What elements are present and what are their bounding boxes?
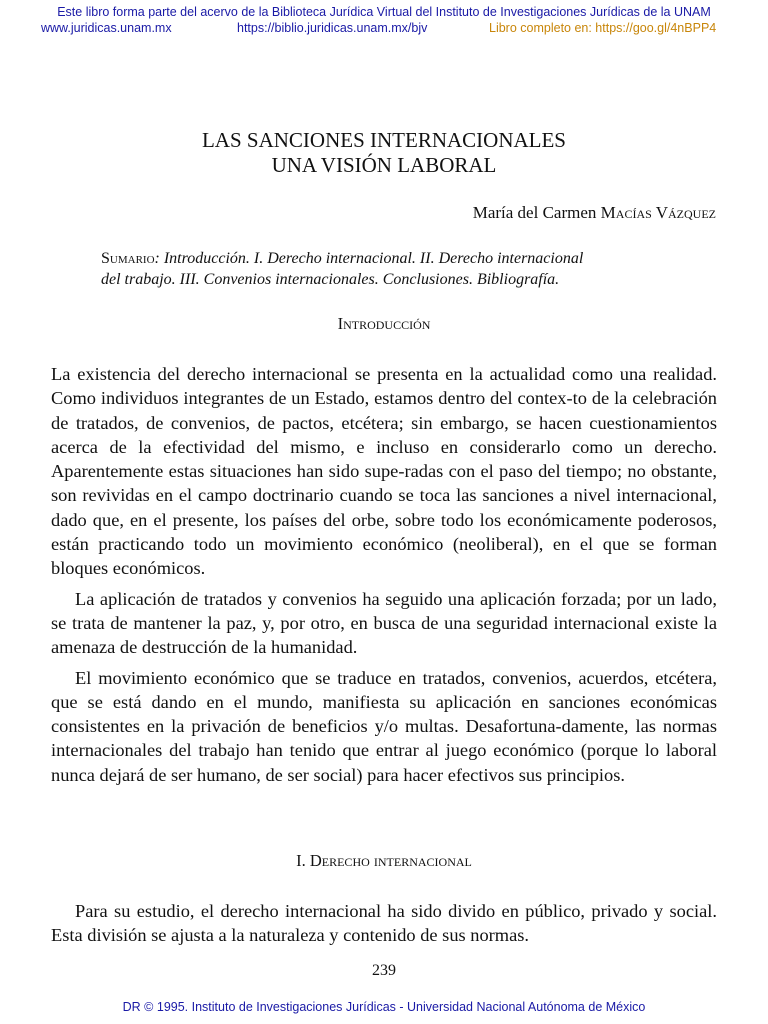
header-notice: Este libro forma parte del acervo de la Biblioteca Jurídica Virtual del Instituto de Investigaciones Jurídicas de la UNAM xyxy=(57,5,711,19)
site-link[interactable]: www.juridicas.unam.mx xyxy=(41,21,172,35)
page-number: 239 xyxy=(372,962,396,979)
author-given-name: María del Carmen xyxy=(472,203,597,222)
body-block-2 xyxy=(51,899,717,948)
body-block-1 xyxy=(51,362,717,787)
paragraph-1: La existencia del derecho internacional se presenta en la actualidad como una realidad. Como individuos integrantes de un Estado, estamos dentro del contex-to de la celebración de tratados, de convenios, de pactos, etcétera; sin embargo, se hacen cuestionamientos acerca de la efectividad del mismo, e incluso en considerarlo como un derecho. Aparentemente estas situaciones han sido supe-radas con el paso del tiempo; no obstante, son revividas en el campo doctrinario cuando se toca las sanciones a nivel internacional, dado que, en el presente, los países del orbe, sobre todo los económicamente poderosos, están practicando todo un movimiento económico (neoliberal), en el que se forman bloques económicos. xyxy=(51,364,717,579)
biblio-link[interactable]: https://biblio.juridicas.unam.mx/bjv xyxy=(237,21,428,35)
author xyxy=(473,203,716,223)
summary-line-1: : Introducción. I. Derecho internacional. II. Derecho internacional xyxy=(154,250,584,267)
paragraph-3: El movimiento económico que se traduce en tratados, convenios, acuerdos, etcétera, que se está dando en el mundo, manifiesta su aplicación en sanciones económicas consistentes en la privación de beneficios y/o multas. Desafortuna-damente, las normas internacionales del trabajo han tenido que entrar al juego económico (porque lo laboral nunca dejará de ser humano, de ser social) para hacer efectivos sus principios. xyxy=(51,667,717,785)
libro-completo-link[interactable]: Libro completo en: https://goo.gl/4nBPP4 xyxy=(489,21,717,35)
author-surname: Macías Vázquez xyxy=(600,203,716,222)
section-heading-introduccion: Introducción xyxy=(337,314,431,333)
paragraph-4: Para su estudio, el derecho internacional ha sido divido en público, privado y social. Esta división se ajusta a la naturaleza y contenido de sus normas. xyxy=(51,901,717,946)
section-heading-derecho-internacional: I. Derecho internacional xyxy=(296,851,472,870)
title-line-1: LAS SANCIONES INTERNACIONALES xyxy=(201,128,566,152)
title-line-2: UNA VISIÓN LABORAL xyxy=(271,153,497,177)
paragraph-2: La aplicación de tratados y convenios ha seguido una aplicación forzada; por un lado, se trata de mantener la paz, y, por otro, en busca de una seguridad internacional existe la amenaza de destrucción de la humanidad. xyxy=(51,588,717,658)
summary-label: Sumario xyxy=(101,250,155,267)
footer-copyright: DR © 1995. Instituto de Investigaciones Jurídicas - Universidad Nacional Autónoma de México xyxy=(122,1000,646,1014)
summary xyxy=(101,248,667,290)
summary-line-2: del trabajo. III. Convenios internacionales. Conclusiones. Bibliografía. xyxy=(101,271,560,288)
